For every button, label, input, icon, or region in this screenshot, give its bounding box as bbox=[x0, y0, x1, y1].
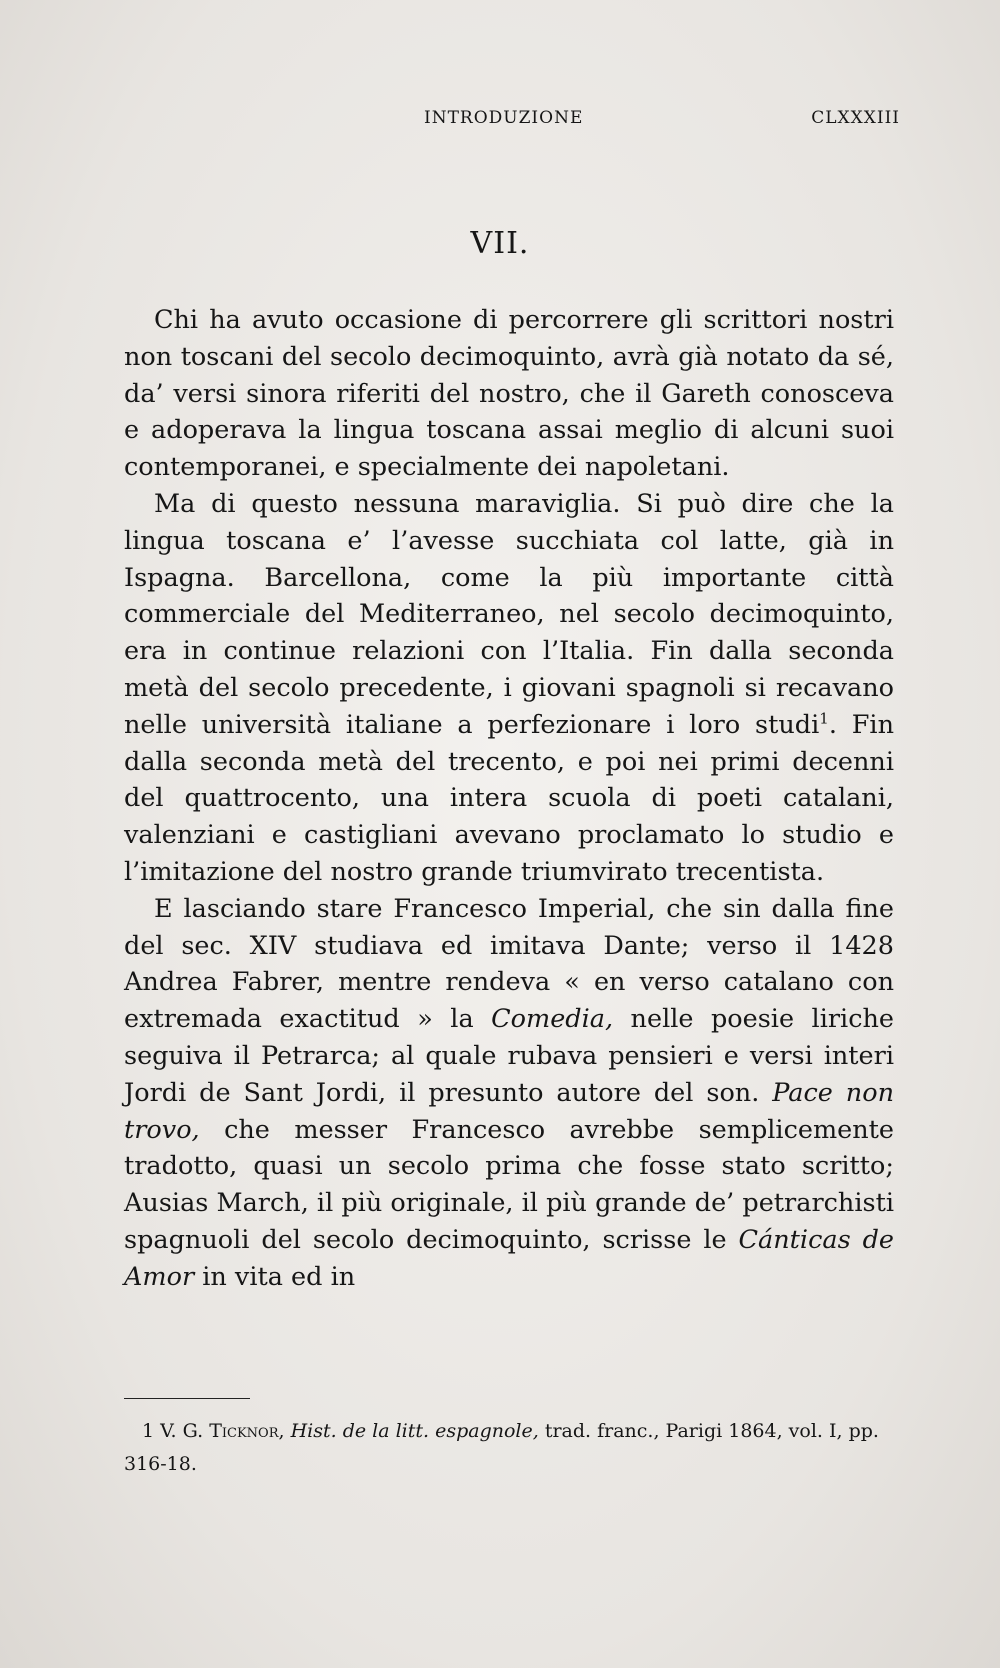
italic-title: Comedia, bbox=[491, 1004, 614, 1035]
paragraph-text: in vita ed in bbox=[194, 1261, 356, 1292]
paragraph-text: Ma di questo nessuna maraviglia. Si può dire che la lingua toscana e’ l’avesse succhiata col latte, già in Ispagna. Barcellona, come la più importante città commerciale del Mediterraneo, nel secolo decimoquinto, era in continue relazioni con l’Italia. Fin dalla seconda metà del secolo precedente, i giovani spagnoli si recavano nelle università italiane a perfezionare i loro studi bbox=[124, 488, 894, 740]
footnote-text bbox=[124, 1415, 894, 1481]
paragraph-text: che messer Francesco avrebbe semplicemente tradotto, quasi un secolo prima che fosse stato scritto; Ausias March, il più originale, il più grande de’ petrarchisti spagnuoli del secolo decimoquinto, scrisse le bbox=[124, 1114, 894, 1255]
paragraph-text: E lasciando stare Francesco Imperial, che sin dalla fine del sec. XIV studiava ed imitava Dante; verso il 1428 Andrea Fabrer, mentre rendeva « en verso catalano con extremada exactitud » la bbox=[124, 893, 894, 1035]
paragraph bbox=[124, 486, 894, 891]
paragraph bbox=[124, 891, 894, 1296]
footnote-reference[interactable]: 1 bbox=[819, 709, 829, 728]
paragraph-text: nelle poesie liriche seguiva il Petrarca; al quale rubava pensieri e versi interi Jordi de Sant Jordi, il presunto autore del son. bbox=[124, 1004, 894, 1108]
paragraph bbox=[124, 302, 894, 486]
footnote-author: Ticknor bbox=[209, 1420, 279, 1442]
paragraph-text: Chi ha avuto occasione di percorrere gli scrittori nostri non toscani del secolo decimoquinto, avrà già notato da sé, da’ versi sinora riferiti del nostro, che il Gareth conosceva e adoperava la lingua toscana assai meglio di alcuni suoi contemporanei, e specialmente dei napoletani. bbox=[124, 305, 894, 483]
running-title: INTRODUZIONE bbox=[424, 108, 584, 128]
footnote-work-title: Hist. de la litt. espagnole, bbox=[290, 1420, 539, 1442]
footnote-fragment: V. G. bbox=[154, 1420, 210, 1442]
italic-title: Pace non trovo, bbox=[124, 1077, 894, 1145]
paragraph-text: . Fin dalla seconda metà del trecento, e poi nei primi decenni del quattrocento, una intera scuola di poeti catalani, valenziani e castigliani avevano proclamato lo studio e l’imitazione del nostro grande triumvirato trecentista. bbox=[124, 709, 895, 887]
running-header bbox=[424, 108, 900, 138]
footnote bbox=[124, 1415, 894, 1481]
italic-title: Cánticas de Amor bbox=[124, 1224, 894, 1292]
footnote-fragment: , bbox=[278, 1420, 291, 1442]
section-heading: VII. bbox=[470, 226, 530, 261]
footnote-fragment: trad. franc., Parigi 1864, vol. I, pp. 316-18. bbox=[124, 1420, 879, 1475]
body-text bbox=[124, 302, 894, 1296]
page-number: CLXXXIII bbox=[811, 108, 900, 128]
footnote-marker: 1 bbox=[142, 1420, 155, 1442]
footnote-divider bbox=[124, 1398, 250, 1399]
